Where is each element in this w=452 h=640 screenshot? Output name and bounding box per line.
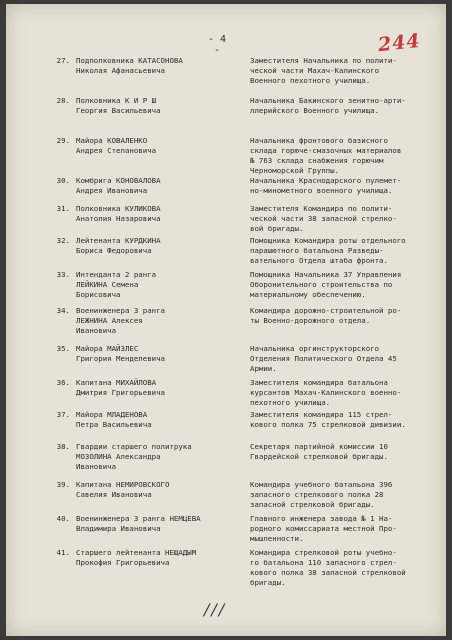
entry-position-line: запасного стрелкового полка 28 xyxy=(250,490,384,499)
entry-position-line: Командира учебного батальона 396 xyxy=(250,480,393,489)
entry-position-line: Армии. xyxy=(250,364,277,373)
entry-position-line: Начальника Бакинского зенитно-арти- xyxy=(250,96,406,105)
entry-position-line: Военного пехотного училища. xyxy=(250,76,371,85)
entry-position xyxy=(250,410,444,430)
entry-position xyxy=(250,442,444,462)
entry-number: 34. xyxy=(56,306,70,315)
entry-name-line: Георгия Васильевича xyxy=(76,106,161,115)
entry-position-line: Заместителя командира 115 стрел- xyxy=(250,410,393,419)
entry-position-line: Командира дорожно-строительной ро- xyxy=(250,306,402,315)
entry-name-line: Майора МЛАДЕНОВА xyxy=(76,410,148,419)
entry-name xyxy=(76,410,246,430)
handwritten-page-stamp: 244 xyxy=(376,29,422,57)
entry-position-line: Оборонительного строительства по xyxy=(250,280,393,289)
entry-number: 35. xyxy=(56,344,70,353)
entry-number: 41. xyxy=(56,548,70,557)
entry-position xyxy=(250,96,444,116)
entry-position-line: го батальона 110 запасного стрел- xyxy=(250,558,397,567)
entry-position-line: Начальника оргинструкторского xyxy=(250,344,380,353)
entry-name-line: Гвардии старшего политрука xyxy=(76,442,192,451)
entry-position xyxy=(250,548,444,588)
entry-name xyxy=(76,514,246,534)
entry-name xyxy=(76,548,246,568)
entry-number: 31. xyxy=(56,204,70,213)
entry-position-line: парашютного батальона Разведы- xyxy=(250,246,384,255)
document-page xyxy=(6,4,446,636)
entry-position-line: ческой части 38 запасной стрелко- xyxy=(250,214,397,223)
entry-name-line: Военинженера 3 ранга НЕМЦЕВА xyxy=(76,514,201,523)
entry-name xyxy=(76,270,246,300)
entry-position-line: Черноморской Группы. xyxy=(250,166,339,175)
entry-position-line: но-минометного военного училища. xyxy=(250,186,393,195)
entry-name xyxy=(76,442,246,472)
entry-name-line: Андрея Ивановича xyxy=(76,186,148,195)
entry-name-line: Борисовича xyxy=(76,290,121,299)
entry-name-line: Полковника КУЛИКОВА xyxy=(76,204,161,213)
entry-name-line: Владимира Ивановича xyxy=(76,524,161,533)
entry-position-line: ллерийского Военного училища. xyxy=(250,106,380,115)
entry-position-line: курсантов Махач-Калинского военно- xyxy=(250,388,402,397)
entry-name-line: Ивановича xyxy=(76,326,117,335)
entry-number: 37. xyxy=(56,410,70,419)
entry-number: 27. xyxy=(56,56,70,65)
entry-position-line: Гвардейской стрелковой бригады. xyxy=(250,452,388,461)
entry-position-line: родного комиссариата местной Про- xyxy=(250,524,397,533)
entry-name xyxy=(76,378,246,398)
entry-name-line: Майора МАЙЗЛЕС xyxy=(76,344,139,353)
entry-name xyxy=(76,136,246,156)
entry-position-line: ческой части Махач-Калинского xyxy=(250,66,380,75)
entry-position-line: Помощника Начальника 37 Управления xyxy=(250,270,402,279)
entry-position-line: бригады. xyxy=(250,578,286,587)
entry-position-line: Начальника фронтового базисного xyxy=(250,136,388,145)
entry-name-line: Капитана НЕМИРОВСКОГО xyxy=(76,480,170,489)
entry-name-line: Комбрига КОНОВАЛОВА xyxy=(76,176,161,185)
entry-name xyxy=(76,176,246,196)
handwritten-mark: /// xyxy=(204,600,227,619)
entry-number: 32. xyxy=(56,236,70,245)
entry-number: 30. xyxy=(56,176,70,185)
entry-position xyxy=(250,480,444,510)
entry-position-line: Начальника Краснодарского пулемет- xyxy=(250,176,402,185)
entry-name-line: Андрея Степановича xyxy=(76,146,157,155)
entry-number: 40. xyxy=(56,514,70,523)
entry-name-line: Петра Васильевича xyxy=(76,420,152,429)
entry-name-line: Интенданта 2 ранга xyxy=(76,270,157,279)
entry-name xyxy=(76,306,246,336)
entry-position xyxy=(250,236,444,266)
entry-position-line: вой бригады. xyxy=(250,224,304,233)
entry-number: 39. xyxy=(56,480,70,489)
page-number: - 4 - xyxy=(207,34,227,56)
entry-position-line: Главного инженера завода № 1 На- xyxy=(250,514,393,523)
entry-number: 28. xyxy=(56,96,70,105)
entry-position-line: мышленности. xyxy=(250,534,304,543)
entry-number: 36. xyxy=(56,378,70,387)
entry-name xyxy=(76,236,246,256)
entry-name-line: Старшего лейтенанта НЕЩАДЫМ xyxy=(76,548,197,557)
entry-name-line: Николая Афанасьевича xyxy=(76,66,165,75)
entry-name-line: Савелия Ивановича xyxy=(76,490,152,499)
entry-name xyxy=(76,96,246,116)
entry-position xyxy=(250,136,444,176)
entry-position-line: кового полка 38 запасной стрелковой xyxy=(250,568,406,577)
entry-position-line: материальному обеспечению. xyxy=(250,290,366,299)
entry-position-line: вательного Отдела штаба фронта. xyxy=(250,256,388,265)
entry-position-line: Секретаря партийной комиссии 10 xyxy=(250,442,388,451)
entry-position xyxy=(250,514,444,544)
entry-name-line: ЛЕЖНИНА Алексея xyxy=(76,316,143,325)
entry-name xyxy=(76,480,246,500)
entry-position-line: Помощника Командира роты отдельного xyxy=(250,236,406,245)
entry-name-line: Дмитрия Григорьевича xyxy=(76,388,165,397)
entry-position-line: Командира стрелковой роты учебно- xyxy=(250,548,397,557)
entry-name-line: МОЗОЛИНА Александра xyxy=(76,452,161,461)
entry-position xyxy=(250,344,444,374)
entry-name-line: Ивановича xyxy=(76,462,117,471)
entry-name-line: ЛЕЙКИНА Семена xyxy=(76,280,139,289)
entry-name-line: Подполковника КАТАСОНОВА xyxy=(76,56,183,65)
entry-position xyxy=(250,204,444,234)
entry-number: 38. xyxy=(56,442,70,451)
entry-position xyxy=(250,306,444,326)
entry-name-line: Прокофия Григорьевича xyxy=(76,558,170,567)
entry-position-line: кового полка 75 стрелковой дивизии. xyxy=(250,420,406,429)
entry-name xyxy=(76,204,246,224)
entry-position xyxy=(250,270,444,300)
entry-position xyxy=(250,176,444,196)
entry-name xyxy=(76,344,246,364)
entry-position xyxy=(250,378,444,408)
entry-name-line: Анатолия Назаровича xyxy=(76,214,161,223)
entry-position-line: запасной стрелковой бригады. xyxy=(250,500,375,509)
entry-name-line: Полковника К И Р Ш xyxy=(76,96,157,105)
entry-position-line: Заместителя командира батальона xyxy=(250,378,388,387)
entry-number: 29. xyxy=(56,136,70,145)
entry-name-line: Лейтенанта КУРДКИНА xyxy=(76,236,161,245)
entry-name xyxy=(76,56,246,76)
entry-position-line: № 763 склада снабжения горючим xyxy=(250,156,384,165)
entry-position xyxy=(250,56,444,86)
entry-position-line: склада горюче-смазочных материалов xyxy=(250,146,402,155)
entry-name-line: Григория Менделевича xyxy=(76,354,165,363)
entry-name-line: Бориса Федоровича xyxy=(76,246,152,255)
entry-position-line: Заместителя Начальника по полити- xyxy=(250,56,397,65)
entry-name-line: Военинженера 3 ранга xyxy=(76,306,165,315)
entry-number: 33. xyxy=(56,270,70,279)
entry-name-line: Майора КОВАЛЕНКО xyxy=(76,136,148,145)
entry-name-line: Капитана МИХАЙЛОВА xyxy=(76,378,157,387)
entry-position-line: Отделения Политического Отдела 45 xyxy=(250,354,397,363)
entry-position-line: пехотного училища. xyxy=(250,398,331,407)
entry-position-line: ты Военно-дорожного отдела. xyxy=(250,316,371,325)
entry-position-line: Заместителя Командира по полити- xyxy=(250,204,393,213)
